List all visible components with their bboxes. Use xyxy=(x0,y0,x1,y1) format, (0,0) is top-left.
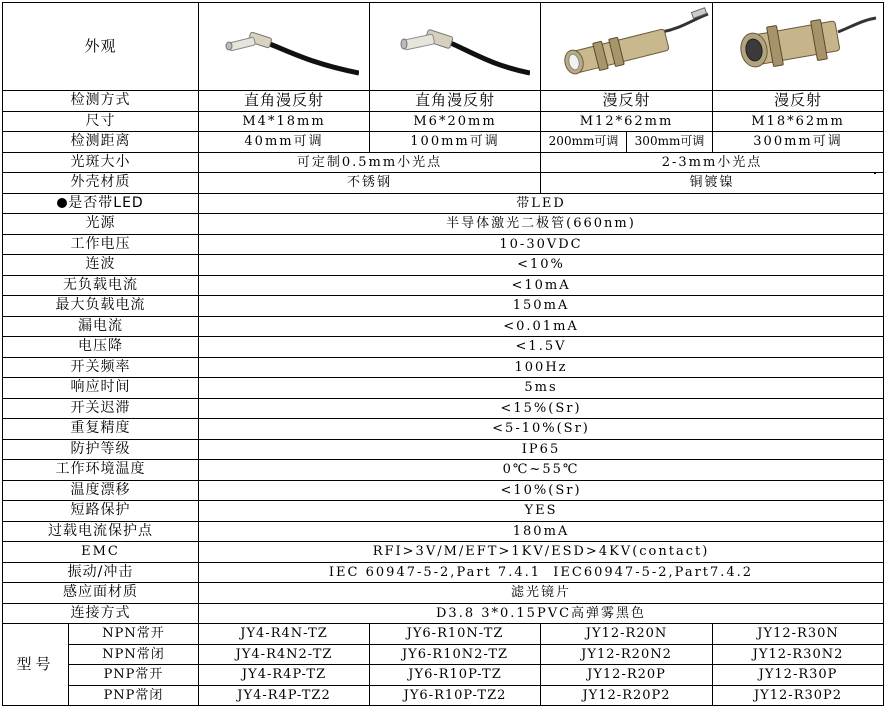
hysteresis-label: 开关迟滞 xyxy=(3,398,199,419)
model-value: JY12-R30P xyxy=(713,665,884,686)
vibration-value: IEC 60947-5-2,Part 7.4.1 IEC60947-5-2,Part7.4.2 xyxy=(199,562,884,583)
product-image-m12 xyxy=(541,3,713,91)
voltage-label: 工作电压 xyxy=(3,234,199,255)
overload-row xyxy=(3,521,884,542)
spot-label: 光斑大小 xyxy=(3,152,199,173)
model-value: JY4-R4N-TZ xyxy=(199,624,370,645)
model-value: JY12-R20P2 xyxy=(541,685,713,706)
temp-row xyxy=(3,460,884,481)
light-source-label: 光源 xyxy=(3,214,199,235)
spec-table xyxy=(2,2,884,706)
face-label: 感应面材质 xyxy=(3,583,199,604)
model-value: JY6-R10P-TZ2 xyxy=(370,685,541,706)
size-label: 尺寸 xyxy=(3,111,199,132)
max-load-label: 最大负载电流 xyxy=(3,296,199,317)
emc-label: EMC xyxy=(3,542,199,563)
hysteresis-row xyxy=(3,398,884,419)
detect-mode-value: 漫反射 xyxy=(713,91,884,112)
detect-mode-value: 直角漫反射 xyxy=(199,91,370,112)
model-value: JY4-R4P-TZ xyxy=(199,665,370,686)
housing-value: 铜镀镍 xyxy=(541,173,884,194)
temp-value: 0℃~55℃ xyxy=(199,460,884,481)
model-row-pnp-nc xyxy=(3,685,884,706)
distance-row xyxy=(3,132,884,153)
spot-row xyxy=(3,152,884,173)
product-image-m6 xyxy=(370,3,541,91)
detect-mode-value: 漫反射 xyxy=(541,91,713,112)
short-row xyxy=(3,501,884,522)
overload-value: 180mA xyxy=(199,521,884,542)
freq-label: 开关频率 xyxy=(3,357,199,378)
face-row xyxy=(3,583,884,604)
connection-label: 连接方式 xyxy=(3,603,199,624)
led-label: 是否带LED xyxy=(68,194,144,211)
face-value: 滤光镜片 xyxy=(199,583,884,604)
leakage-label: 漏电流 xyxy=(3,316,199,337)
short-value: YES xyxy=(199,501,884,522)
drift-value: <10%(Sr) xyxy=(199,480,884,501)
spot-value: 2-3mm小光点 xyxy=(541,152,884,173)
light-source-row xyxy=(3,214,884,235)
model-type: PNP常开 xyxy=(69,665,199,686)
model-type: PNP常闭 xyxy=(69,685,199,706)
model-value: JY12-R30P2 xyxy=(713,685,884,706)
led-row xyxy=(3,193,884,214)
repeat-row xyxy=(3,419,884,440)
detect-mode-row xyxy=(3,91,884,112)
size-value: M18*62mm xyxy=(713,111,884,132)
size-value: M6*20mm xyxy=(370,111,541,132)
hysteresis-value: <15%(Sr) xyxy=(199,398,884,419)
size-value: M4*18mm xyxy=(199,111,370,132)
model-value: JY6-R10N2-TZ xyxy=(370,644,541,665)
voltage-value: 10-30VDC xyxy=(199,234,884,255)
product-image-m18 xyxy=(713,3,884,91)
distance-value: 300mm可调 xyxy=(627,132,713,153)
led-value: 带LED xyxy=(199,193,884,214)
model-value: JY12-R20N xyxy=(541,624,713,645)
distance-value: 40mm可调 xyxy=(199,132,370,153)
short-label: 短路保护 xyxy=(3,501,199,522)
repeat-label: 重复精度 xyxy=(3,419,199,440)
m6-sensor-image xyxy=(380,7,530,87)
model-row-pnp-no xyxy=(3,665,884,686)
response-label: 响应时间 xyxy=(3,378,199,399)
ripple-label: 连波 xyxy=(3,255,199,276)
detect-mode-label: 检测方式 xyxy=(3,91,199,112)
model-value: JY12-R30N2 xyxy=(713,644,884,665)
model-type: NPN常闭 xyxy=(69,644,199,665)
appearance-label: 外观 xyxy=(3,3,199,91)
drift-row xyxy=(3,480,884,501)
appearance-row xyxy=(3,3,884,91)
housing-label: 外壳材质 xyxy=(3,173,199,194)
model-label: 型号 xyxy=(3,624,69,706)
distance-value: 300mm可调 xyxy=(713,132,884,153)
max-load-row xyxy=(3,296,884,317)
led-label-cell xyxy=(3,193,199,214)
stray-dot xyxy=(874,172,876,174)
product-image-m4 xyxy=(199,3,370,91)
light-source-value: 半导体激光二极管(660nm) xyxy=(199,214,884,235)
response-row xyxy=(3,378,884,399)
model-value: JY6-R10N-TZ xyxy=(370,624,541,645)
vibration-row xyxy=(3,562,884,583)
voltage-row xyxy=(3,234,884,255)
temp-label: 工作环境温度 xyxy=(3,460,199,481)
ripple-row xyxy=(3,255,884,276)
model-value: JY6-R10P-TZ xyxy=(370,665,541,686)
model-value: JY12-R20P xyxy=(541,665,713,686)
m4-sensor-image xyxy=(209,7,359,87)
repeat-value: <5-10%(Sr) xyxy=(199,419,884,440)
emc-row xyxy=(3,542,884,563)
model-value: JY4-R4N2-TZ xyxy=(199,644,370,665)
freq-value: 100Hz xyxy=(199,357,884,378)
bullet-icon xyxy=(57,198,67,208)
connection-row xyxy=(3,603,884,624)
m12-sensor-image xyxy=(542,6,712,88)
drift-label: 温度漂移 xyxy=(3,480,199,501)
protection-value: IP65 xyxy=(199,439,884,460)
freq-row xyxy=(3,357,884,378)
size-row xyxy=(3,111,884,132)
no-load-value: <10mA xyxy=(199,275,884,296)
spot-value: 可定制0.5mm小光点 xyxy=(199,152,541,173)
protection-label: 防护等级 xyxy=(3,439,199,460)
drop-label: 电压降 xyxy=(3,337,199,358)
housing-row xyxy=(3,173,884,194)
vibration-label: 振动/冲击 xyxy=(3,562,199,583)
response-value: 5ms xyxy=(199,378,884,399)
overload-label: 过载电流保护点 xyxy=(3,521,199,542)
emc-value: RFI>3V/M/EFT>1KV/ESD>4KV(contact) xyxy=(199,542,884,563)
detect-mode-value: 直角漫反射 xyxy=(370,91,541,112)
m18-sensor-image xyxy=(718,6,878,88)
connection-value: D3.8 3*0.15PVC高弹雾黑色 xyxy=(199,603,884,624)
leakage-row xyxy=(3,316,884,337)
max-load-value: 150mA xyxy=(199,296,884,317)
housing-value: 不锈钢 xyxy=(199,173,541,194)
protection-row xyxy=(3,439,884,460)
ripple-value: <10% xyxy=(199,255,884,276)
no-load-label: 无负载电流 xyxy=(3,275,199,296)
model-value: JY12-R30N xyxy=(713,624,884,645)
model-value: JY12-R20N2 xyxy=(541,644,713,665)
no-load-row xyxy=(3,275,884,296)
drop-value: <1.5V xyxy=(199,337,884,358)
distance-value: 200mm可调 xyxy=(541,132,627,153)
model-row-npn-nc xyxy=(3,644,884,665)
distance-label: 检测距离 xyxy=(3,132,199,153)
leakage-value: <0.01mA xyxy=(199,316,884,337)
model-value: JY4-R4P-TZ2 xyxy=(199,685,370,706)
size-value: M12*62mm xyxy=(541,111,713,132)
model-row-npn-no xyxy=(3,624,884,645)
drop-row xyxy=(3,337,884,358)
distance-value: 100mm可调 xyxy=(370,132,541,153)
model-type: NPN常开 xyxy=(69,624,199,645)
